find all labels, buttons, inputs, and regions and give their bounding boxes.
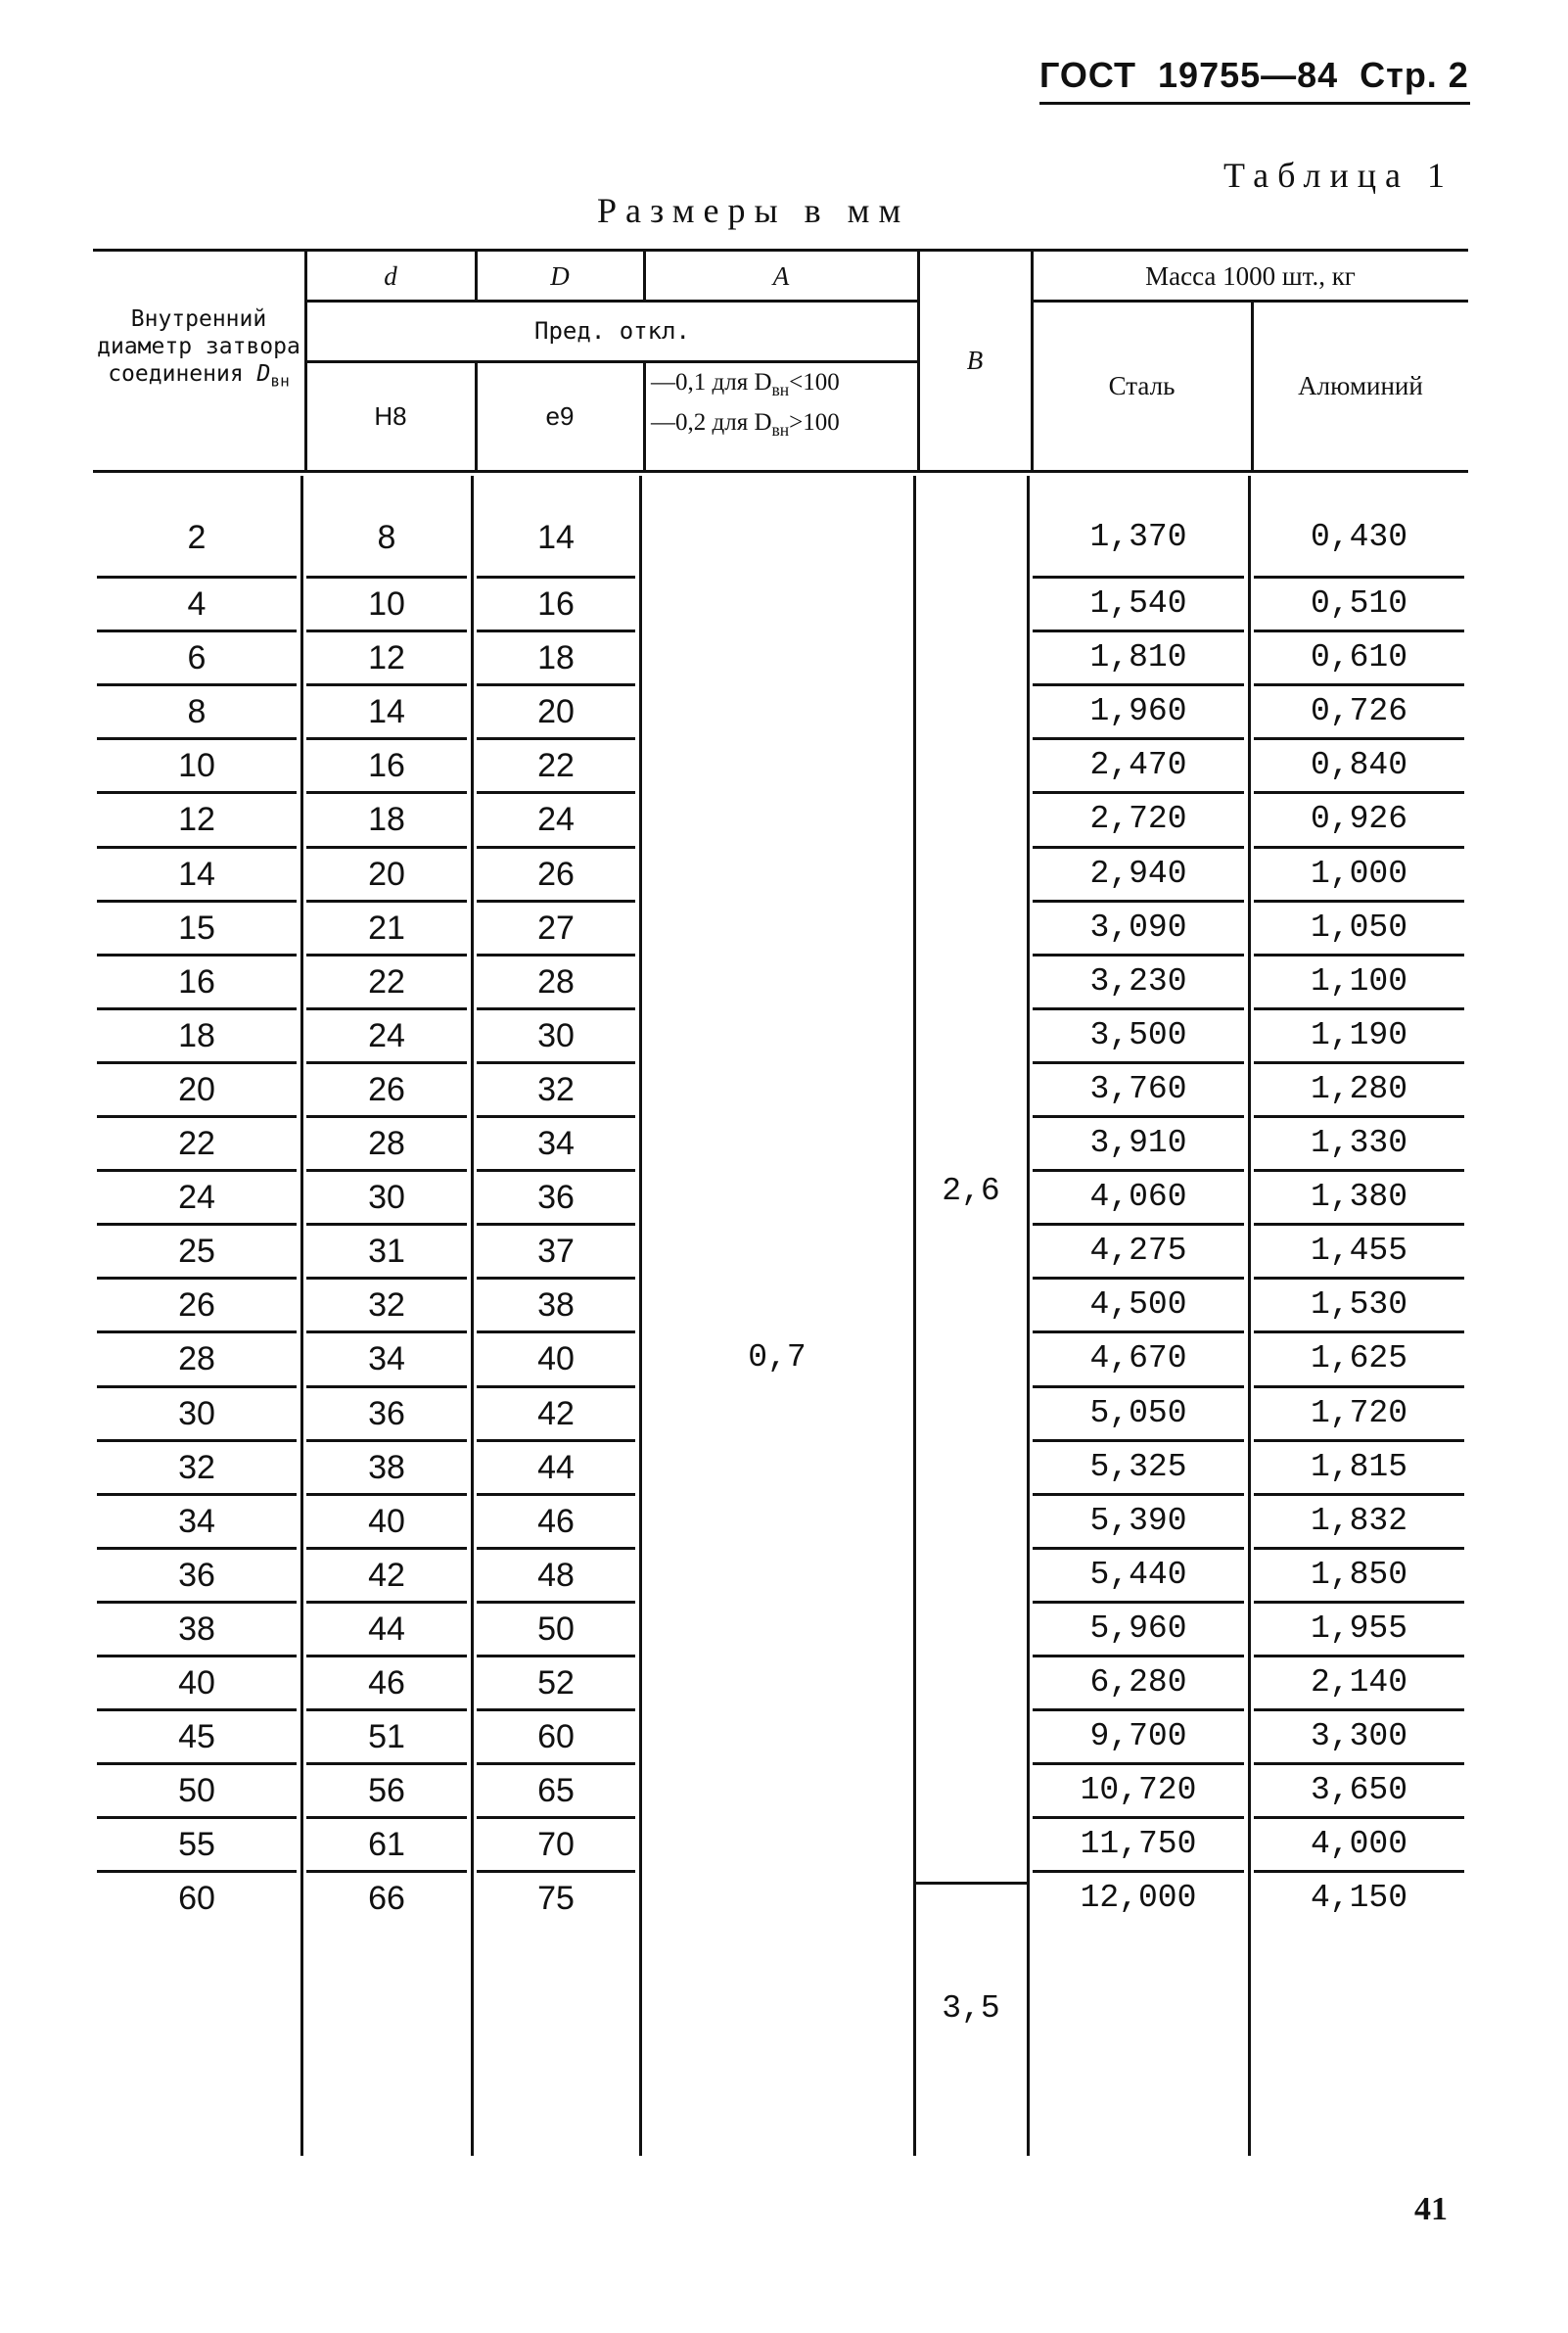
cell-d: 51 bbox=[368, 1718, 405, 1756]
row-rule bbox=[97, 1655, 297, 1657]
cell-d: 16 bbox=[368, 747, 405, 785]
cell-al: 3,300 bbox=[1310, 1718, 1408, 1755]
row-rule bbox=[97, 683, 297, 686]
cell-dvn: 28 bbox=[178, 1340, 215, 1378]
row-rule bbox=[1033, 576, 1244, 579]
header-tol-d: H8 bbox=[374, 401, 407, 431]
row-rule bbox=[1254, 576, 1464, 579]
cell-d: 30 bbox=[368, 1179, 405, 1217]
row-rule bbox=[97, 1223, 297, 1226]
row-rule bbox=[306, 1277, 467, 1280]
row-rule bbox=[1254, 1169, 1464, 1172]
cell-d: 56 bbox=[368, 1772, 405, 1810]
row-rule bbox=[1254, 1762, 1464, 1765]
row-rule bbox=[477, 1762, 635, 1765]
row-rule bbox=[306, 1330, 467, 1333]
cell-dvn: 20 bbox=[178, 1070, 215, 1108]
row-rule bbox=[306, 576, 467, 579]
row-rule bbox=[306, 791, 467, 794]
cell-steel: 10,720 bbox=[1080, 1772, 1197, 1809]
cell-steel: 5,325 bbox=[1089, 1448, 1187, 1485]
row-rule bbox=[306, 1762, 467, 1765]
page-number: 41 bbox=[1414, 2191, 1448, 2227]
row-rule bbox=[306, 1708, 467, 1711]
row-rule bbox=[97, 1708, 297, 1711]
cell-al: 1,455 bbox=[1310, 1233, 1408, 1270]
row-rule bbox=[306, 1169, 467, 1172]
row-rule bbox=[306, 1385, 467, 1388]
row-rule bbox=[1254, 1708, 1464, 1711]
header-A: A bbox=[772, 261, 790, 291]
cell-dvn: 50 bbox=[178, 1772, 215, 1810]
cell-dvn: 8 bbox=[187, 693, 207, 731]
cell-steel: 12,000 bbox=[1080, 1880, 1197, 1917]
cell-d: 66 bbox=[368, 1880, 405, 1918]
cell-dvn: 12 bbox=[178, 801, 215, 839]
row-rule bbox=[97, 791, 297, 794]
row-rule bbox=[477, 1601, 635, 1604]
row-rule bbox=[477, 737, 635, 740]
body-vrule-3 bbox=[639, 476, 642, 2156]
row-rule bbox=[306, 1547, 467, 1550]
row-rule bbox=[97, 1601, 297, 1604]
cell-d: 21 bbox=[368, 909, 405, 947]
cell-D: 26 bbox=[537, 855, 575, 893]
row-rule bbox=[306, 1439, 467, 1442]
header-tolerance: Пред. откл. bbox=[534, 317, 690, 345]
cell-al: 1,380 bbox=[1310, 1179, 1408, 1216]
row-rule bbox=[477, 1870, 635, 1873]
row-rule bbox=[1033, 1385, 1244, 1388]
row-rule bbox=[477, 1385, 635, 1388]
row-rule bbox=[1254, 1655, 1464, 1657]
cell-dvn: 34 bbox=[178, 1502, 215, 1540]
cell-al: 1,000 bbox=[1310, 855, 1408, 892]
cell-dvn: 26 bbox=[178, 1286, 215, 1325]
row-rule bbox=[1033, 1330, 1244, 1333]
cell-al: 1,050 bbox=[1310, 909, 1408, 946]
row-rule bbox=[1033, 1601, 1244, 1604]
cell-al: 0,510 bbox=[1310, 585, 1408, 622]
cell-dvn: 38 bbox=[178, 1610, 215, 1648]
row-rule bbox=[1254, 900, 1464, 903]
cell-dvn: 25 bbox=[178, 1233, 215, 1271]
cell-dvn: 32 bbox=[178, 1448, 215, 1486]
row-rule bbox=[1254, 1115, 1464, 1118]
cell-dvn: 45 bbox=[178, 1718, 215, 1756]
row-rule bbox=[306, 630, 467, 632]
row-rule bbox=[306, 1007, 467, 1010]
cell-d: 40 bbox=[368, 1502, 405, 1540]
cell-steel: 1,960 bbox=[1089, 693, 1187, 730]
row-rule bbox=[306, 683, 467, 686]
cell-al: 2,140 bbox=[1310, 1664, 1408, 1701]
cell-d: 42 bbox=[368, 1556, 405, 1594]
row-rule bbox=[477, 1439, 635, 1442]
row-rule bbox=[477, 630, 635, 632]
row-rule bbox=[1254, 1061, 1464, 1064]
row-rule bbox=[97, 1493, 297, 1496]
row-rule bbox=[477, 1223, 635, 1226]
row-rule bbox=[1033, 1870, 1244, 1873]
cell-al: 4,000 bbox=[1310, 1826, 1408, 1863]
row-rule bbox=[1254, 1385, 1464, 1388]
row-rule bbox=[1254, 846, 1464, 849]
cell-D: 27 bbox=[537, 909, 575, 947]
row-rule bbox=[477, 683, 635, 686]
cell-D: 38 bbox=[537, 1286, 575, 1325]
row-rule bbox=[477, 576, 635, 579]
row-rule bbox=[477, 1547, 635, 1550]
row-rule bbox=[477, 1277, 635, 1280]
cell-steel: 4,500 bbox=[1089, 1286, 1187, 1324]
cell-dvn: 6 bbox=[187, 639, 207, 677]
cell-dvn: 16 bbox=[178, 962, 215, 1001]
cell-D: 16 bbox=[537, 585, 575, 623]
cell-D: 65 bbox=[537, 1772, 575, 1810]
cell-dvn: 4 bbox=[187, 585, 207, 623]
cell-d: 10 bbox=[368, 585, 405, 623]
row-rule bbox=[1033, 1655, 1244, 1657]
row-rule bbox=[1033, 1762, 1244, 1765]
row-rule bbox=[97, 1115, 297, 1118]
row-rule bbox=[1033, 1223, 1244, 1226]
row-rule bbox=[1254, 1870, 1464, 1873]
cell-d: 24 bbox=[368, 1016, 405, 1054]
A-value: 0,7 bbox=[748, 1339, 807, 1376]
cell-D: 44 bbox=[537, 1448, 575, 1486]
cell-d: 46 bbox=[368, 1664, 405, 1702]
row-rule bbox=[1254, 1330, 1464, 1333]
cell-dvn: 2 bbox=[187, 519, 207, 556]
cell-D: 22 bbox=[537, 747, 575, 785]
cell-al: 0,610 bbox=[1310, 639, 1408, 677]
cell-D: 40 bbox=[537, 1340, 575, 1378]
row-rule bbox=[477, 791, 635, 794]
header-aluminium: Алюминий bbox=[1298, 371, 1423, 400]
cell-steel: 2,470 bbox=[1089, 747, 1187, 784]
cell-D: 14 bbox=[537, 519, 575, 556]
row-rule bbox=[477, 900, 635, 903]
row-rule bbox=[97, 1330, 297, 1333]
cell-D: 37 bbox=[537, 1233, 575, 1271]
row-rule bbox=[306, 846, 467, 849]
row-rule bbox=[1033, 1277, 1244, 1280]
cell-d: 14 bbox=[368, 693, 405, 731]
cell-steel: 4,275 bbox=[1089, 1233, 1187, 1270]
header-text: ГОСТ 19755—84 Стр. 2 bbox=[1039, 55, 1469, 95]
cell-d: 61 bbox=[368, 1826, 405, 1864]
cell-steel: 9,700 bbox=[1089, 1718, 1187, 1755]
cell-d: 20 bbox=[368, 855, 405, 893]
row-rule bbox=[1254, 1223, 1464, 1226]
cell-d: 12 bbox=[368, 639, 405, 677]
row-rule bbox=[1254, 737, 1464, 740]
row-rule bbox=[306, 1223, 467, 1226]
row-rule bbox=[1254, 1601, 1464, 1604]
row-rule bbox=[477, 1115, 635, 1118]
cell-steel: 2,940 bbox=[1089, 855, 1187, 892]
cell-D: 32 bbox=[537, 1070, 575, 1108]
cell-al: 1,330 bbox=[1310, 1125, 1408, 1161]
row-rule bbox=[1033, 846, 1244, 849]
B-group-1: 2,6 bbox=[942, 1173, 1000, 1209]
row-rule bbox=[477, 846, 635, 849]
row-rule bbox=[97, 1169, 297, 1172]
cell-dvn: 10 bbox=[178, 747, 215, 785]
row-rule bbox=[97, 737, 297, 740]
row-rule bbox=[477, 954, 635, 957]
cell-d: 44 bbox=[368, 1610, 405, 1648]
row-rule bbox=[1033, 1439, 1244, 1442]
row-rule bbox=[477, 1493, 635, 1496]
cell-d: 26 bbox=[368, 1070, 405, 1108]
cell-D: 28 bbox=[537, 962, 575, 1001]
cell-steel: 11,750 bbox=[1080, 1826, 1197, 1863]
cell-steel: 1,370 bbox=[1089, 519, 1187, 555]
cell-al: 1,280 bbox=[1310, 1070, 1408, 1107]
cell-D: 18 bbox=[537, 639, 575, 677]
cell-steel: 3,500 bbox=[1089, 1016, 1187, 1053]
cell-steel: 3,760 bbox=[1089, 1070, 1187, 1107]
cell-d: 38 bbox=[368, 1448, 405, 1486]
cell-d: 22 bbox=[368, 962, 405, 1001]
cell-steel: 4,060 bbox=[1089, 1179, 1187, 1216]
cell-dvn: 22 bbox=[178, 1125, 215, 1162]
row-rule bbox=[97, 630, 297, 632]
row-rule bbox=[1033, 900, 1244, 903]
row-rule bbox=[306, 1115, 467, 1118]
cell-al: 1,832 bbox=[1310, 1502, 1408, 1539]
row-rule bbox=[1254, 1439, 1464, 1442]
row-rule bbox=[1254, 1493, 1464, 1496]
header-steel: Сталь bbox=[1108, 371, 1176, 400]
cell-D: 36 bbox=[537, 1179, 575, 1217]
cell-d: 18 bbox=[368, 801, 405, 839]
row-rule bbox=[306, 900, 467, 903]
cell-dvn: 24 bbox=[178, 1179, 215, 1217]
cell-d: 8 bbox=[377, 519, 396, 556]
row-rule bbox=[1033, 1493, 1244, 1496]
cell-steel: 5,960 bbox=[1089, 1610, 1187, 1647]
header-D: D bbox=[550, 261, 570, 291]
row-rule bbox=[97, 1277, 297, 1280]
cell-D: 30 bbox=[537, 1016, 575, 1054]
table-top-rule bbox=[93, 249, 1468, 252]
cell-D: 70 bbox=[537, 1826, 575, 1864]
cell-D: 50 bbox=[537, 1610, 575, 1648]
row-rule bbox=[306, 737, 467, 740]
cell-steel: 5,050 bbox=[1089, 1394, 1187, 1431]
cell-al: 1,530 bbox=[1310, 1286, 1408, 1324]
row-rule bbox=[97, 900, 297, 903]
row-rule bbox=[1033, 630, 1244, 632]
cell-D: 46 bbox=[537, 1502, 575, 1540]
row-rule bbox=[97, 1385, 297, 1388]
cell-steel: 5,440 bbox=[1089, 1556, 1187, 1593]
row-rule bbox=[306, 1816, 467, 1819]
header-bottom-rule bbox=[93, 470, 1468, 473]
cell-al: 0,926 bbox=[1310, 801, 1408, 838]
header-tol-A: —0,1 для $D_{вн}<100$ —0,2 для $D_{вн}>100$ bbox=[651, 369, 840, 440]
cell-al: 3,650 bbox=[1310, 1772, 1408, 1809]
cell-d: 28 bbox=[368, 1125, 405, 1162]
row-rule bbox=[1254, 683, 1464, 686]
row-rule bbox=[1033, 737, 1244, 740]
row-rule bbox=[97, 1439, 297, 1442]
B-group-divider bbox=[915, 1882, 1027, 1885]
cell-steel: 4,670 bbox=[1089, 1340, 1187, 1377]
cell-dvn: 40 bbox=[178, 1664, 215, 1702]
cell-dvn: 60 bbox=[178, 1880, 215, 1918]
body-vrule-4 bbox=[913, 476, 916, 2156]
row-rule bbox=[97, 1061, 297, 1064]
row-rule bbox=[477, 1708, 635, 1711]
row-rule bbox=[1254, 954, 1464, 957]
cell-steel: 3,910 bbox=[1089, 1125, 1187, 1161]
cell-d: 34 bbox=[368, 1340, 405, 1378]
cell-D: 52 bbox=[537, 1664, 575, 1702]
cell-al: 0,430 bbox=[1310, 519, 1408, 555]
row-rule bbox=[1033, 791, 1244, 794]
row-rule bbox=[1254, 1547, 1464, 1550]
row-rule bbox=[306, 1061, 467, 1064]
row-rule bbox=[97, 954, 297, 957]
row-rule bbox=[97, 1870, 297, 1873]
row-rule bbox=[477, 1169, 635, 1172]
sizes-label: Размеры в мм bbox=[597, 191, 910, 230]
row-rule bbox=[97, 1547, 297, 1550]
dimensions-table bbox=[93, 245, 1468, 2164]
row-rule bbox=[97, 576, 297, 579]
cell-al: 4,150 bbox=[1310, 1880, 1408, 1917]
cell-D: 75 bbox=[537, 1880, 575, 1918]
table-label: Таблица 1 bbox=[1223, 156, 1453, 195]
cell-dvn: 55 bbox=[178, 1826, 215, 1864]
cell-dvn: 14 bbox=[178, 855, 215, 893]
row-rule bbox=[97, 1762, 297, 1765]
row-rule bbox=[1033, 1169, 1244, 1172]
cell-al: 1,100 bbox=[1310, 962, 1408, 1000]
cell-steel: 3,090 bbox=[1089, 909, 1187, 946]
cell-al: 0,840 bbox=[1310, 747, 1408, 784]
row-rule bbox=[1033, 683, 1244, 686]
cell-dvn: 36 bbox=[178, 1556, 215, 1594]
cell-d: 32 bbox=[368, 1286, 405, 1325]
header-d: d bbox=[384, 261, 397, 291]
cell-d: 36 bbox=[368, 1394, 405, 1432]
cell-al: 1,815 bbox=[1310, 1448, 1408, 1485]
row-rule bbox=[1254, 630, 1464, 632]
cell-D: 24 bbox=[537, 801, 575, 839]
row-rule bbox=[1033, 954, 1244, 957]
row-rule bbox=[477, 1816, 635, 1819]
page-header bbox=[1039, 55, 1470, 96]
cell-steel: 5,390 bbox=[1089, 1502, 1187, 1539]
cell-al: 1,850 bbox=[1310, 1556, 1408, 1593]
header-tol-D: e9 bbox=[545, 401, 575, 431]
cell-al: 1,190 bbox=[1310, 1016, 1408, 1053]
row-rule bbox=[477, 1061, 635, 1064]
row-rule bbox=[97, 846, 297, 849]
row-rule bbox=[1033, 1547, 1244, 1550]
cell-dvn: 30 bbox=[178, 1394, 215, 1432]
cell-steel: 6,280 bbox=[1089, 1664, 1187, 1701]
row-rule bbox=[1033, 1708, 1244, 1711]
cell-D: 60 bbox=[537, 1718, 575, 1756]
cell-al: 1,625 bbox=[1310, 1340, 1408, 1377]
cell-D: 42 bbox=[537, 1394, 575, 1432]
cell-d: 31 bbox=[368, 1233, 405, 1271]
row-rule bbox=[1033, 1061, 1244, 1064]
cell-steel: 1,540 bbox=[1089, 585, 1187, 622]
row-rule bbox=[1254, 791, 1464, 794]
cell-steel: 3,230 bbox=[1089, 962, 1187, 1000]
header-inner-diameter: Внутренний диаметр затвора соединения $D_{вн}$ bbox=[97, 306, 300, 391]
row-rule bbox=[306, 1870, 467, 1873]
row-rule bbox=[1254, 1007, 1464, 1010]
cell-D: 20 bbox=[537, 693, 575, 731]
header-rule bbox=[1039, 102, 1470, 105]
cell-dvn: 18 bbox=[178, 1016, 215, 1054]
cell-D: 48 bbox=[537, 1556, 575, 1594]
row-rule bbox=[477, 1330, 635, 1333]
row-rule bbox=[1033, 1816, 1244, 1819]
cell-steel: 1,810 bbox=[1089, 639, 1187, 677]
row-rule bbox=[1254, 1277, 1464, 1280]
row-rule bbox=[1033, 1007, 1244, 1010]
row-rule bbox=[97, 1007, 297, 1010]
row-rule bbox=[306, 1655, 467, 1657]
row-rule bbox=[306, 954, 467, 957]
row-rule bbox=[1254, 1816, 1464, 1819]
header-B: B bbox=[966, 346, 984, 375]
row-rule bbox=[477, 1007, 635, 1010]
row-rule bbox=[97, 1816, 297, 1819]
row-rule bbox=[1033, 1115, 1244, 1118]
cell-dvn: 15 bbox=[178, 909, 215, 947]
cell-al: 1,720 bbox=[1310, 1394, 1408, 1431]
cell-D: 34 bbox=[537, 1125, 575, 1162]
row-rule bbox=[477, 1655, 635, 1657]
cell-al: 1,955 bbox=[1310, 1610, 1408, 1647]
cell-steel: 2,720 bbox=[1089, 801, 1187, 838]
row-rule bbox=[306, 1493, 467, 1496]
row-rule bbox=[306, 1601, 467, 1604]
cell-al: 0,726 bbox=[1310, 693, 1408, 730]
B-group-2: 3,5 bbox=[942, 1990, 1000, 2027]
header-mass: Масса 1000 шт., кг bbox=[1145, 261, 1356, 291]
